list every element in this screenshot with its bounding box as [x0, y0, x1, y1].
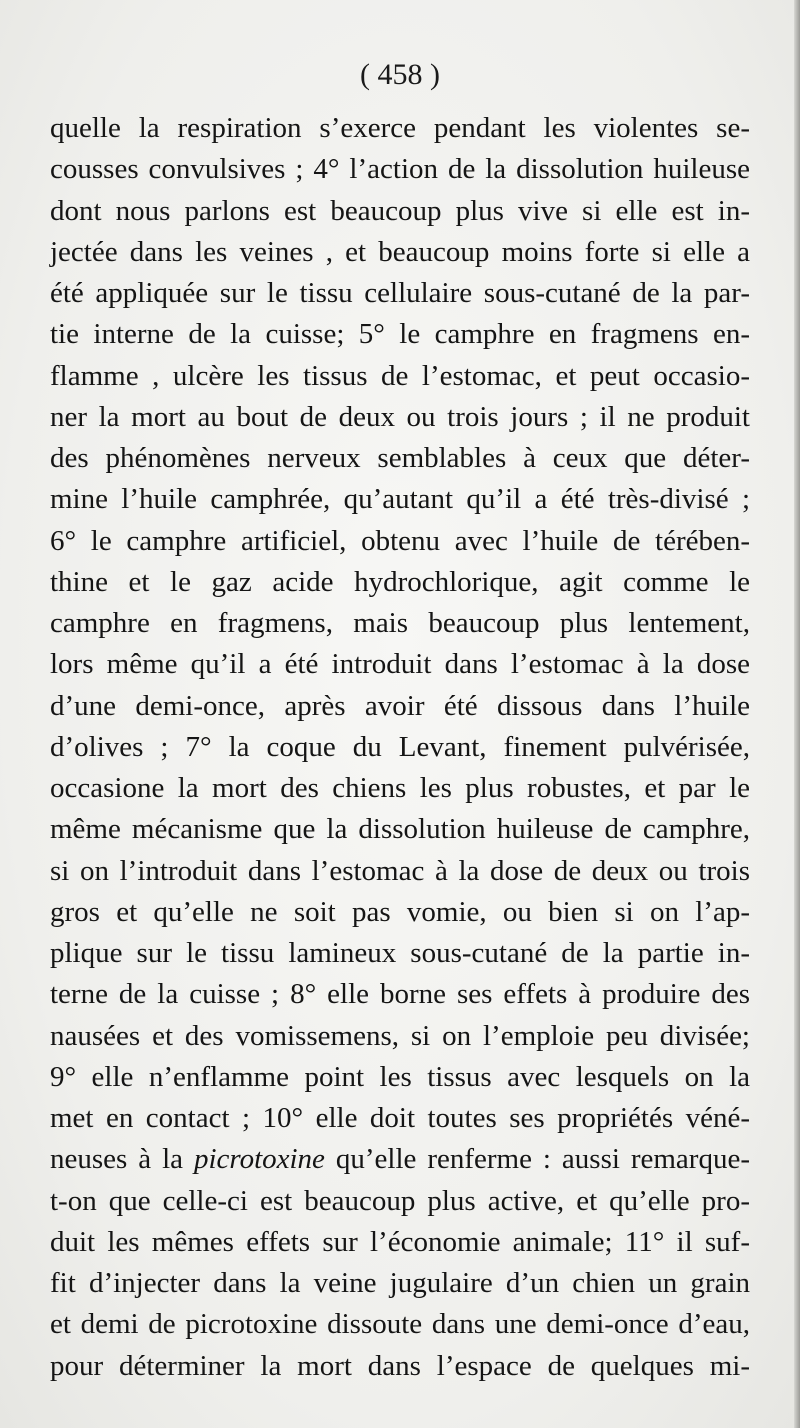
text-line: jectée dans les veines , et beaucoup moins forte si elle a	[50, 235, 750, 268]
text-line: fit d’injecter dans la veine jugulaire d’un chien un grain	[50, 1267, 750, 1299]
text-line: nausées et des vomissemens, si on l’emploie peu divisée;	[50, 1019, 750, 1052]
text-line: camphre en fragmens, mais beaucoup plus lentement,	[50, 607, 750, 639]
text-line: plique sur le tissu lamineux sous-cutané de la partie in-	[50, 937, 750, 969]
text-line: dont nous parlons est beaucoup plus vive si elle est in-	[50, 194, 750, 227]
text-line-italic	[50, 1139, 750, 1180]
text-line: d’olives ; 7° la coque du Levant, finement pulvérisée,	[50, 730, 750, 763]
body-text	[50, 108, 750, 1387]
text-line: tie interne de la cuisse; 5° le camphre en fragmens en-	[50, 318, 750, 351]
text-line: met en contact ; 10° elle doit toutes ses propriétés véné-	[50, 1102, 750, 1134]
text-line: cousses convulsives ; 4° l’action de la dissolution huileuse	[50, 153, 750, 186]
text-line: thine et le gaz acide hydrochlorique, agit comme le	[50, 565, 750, 598]
text-run: qu’elle renferme : aussi remarque-	[324, 1143, 750, 1176]
text-line: si on l’introduit dans l’estomac à la dose de deux ou trois	[50, 854, 750, 887]
text-line: 9° elle n’enflamme point les tissus avec lesquels on la	[50, 1060, 750, 1093]
text-line: lors même qu’il a été introduit dans l’estomac à la dose	[50, 648, 750, 681]
text-line: d’une demi-once, après avoir été dissous dans l’huile	[50, 689, 750, 722]
text-line: ner la mort au bout de deux ou trois jours ; il ne produit	[50, 400, 750, 433]
text-line: t-on que celle-ci est beaucoup plus active, et qu’elle pro-	[50, 1184, 750, 1217]
text-line: même mécanisme que la dissolution huileuse de camphre,	[50, 813, 750, 846]
text-line: terne de la cuisse ; 8° elle borne ses effets à produire des	[50, 978, 750, 1011]
text-line: mine l’huile camphrée, qu’autant qu’il a été très-divisé ;	[50, 483, 750, 516]
text-line: gros et qu’elle ne soit pas vomie, ou bien si on l’ap-	[50, 895, 750, 928]
page-number: ( 458 )	[360, 58, 440, 91]
text-line: été appliquée sur le tissu cellulaire sous-cutané de la par-	[50, 277, 750, 309]
text-line: occasione la mort des chiens les plus robustes, et par le	[50, 772, 750, 804]
text-line: pour déterminer la mort dans l’espace de quelques mi-	[50, 1349, 750, 1382]
text-line: 6° le camphre artificiel, obtenu avec l’huile de térében-	[50, 524, 750, 557]
italic-term: picrotoxine	[193, 1143, 325, 1176]
text-line: et demi de picrotoxine dissoute dans une demi-once d’eau,	[50, 1308, 750, 1341]
text-line: des phénomènes nerveux semblables à ceux que déter-	[50, 442, 750, 474]
text-line: flamme , ulcère les tissus de l’estomac, et peut occasio-	[50, 359, 750, 392]
text-run: neuses à la	[50, 1143, 194, 1176]
text-line: duit les mêmes effets sur l’économie animale; 11° il suf-	[50, 1225, 750, 1258]
page-edge-shadow	[794, 0, 800, 1428]
text-line: quelle la respiration s’exerce pendant les violentes se-	[50, 112, 750, 144]
